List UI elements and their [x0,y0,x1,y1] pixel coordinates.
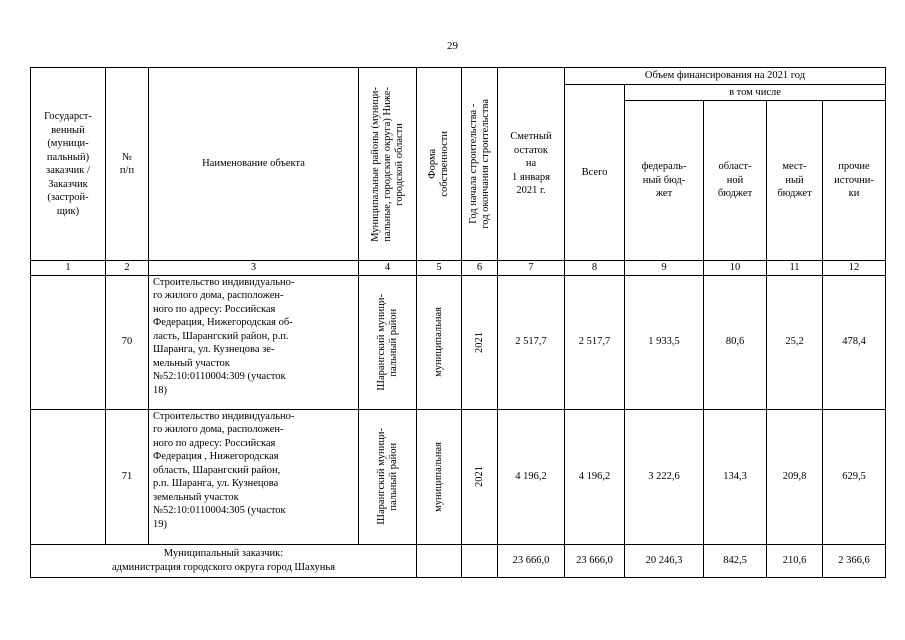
financing-table [30,67,886,578]
row-year: 2021 [473,331,485,353]
header-years: Год начала строительства - год окончания строительства [467,99,491,229]
row-district: Шарангский муници- пальный район [375,293,399,391]
page-number: 29 [447,40,458,52]
row-federal: 3 222,6 [625,409,704,544]
header-ownership-cell [417,68,462,261]
row-customer [31,275,106,409]
row-number: 70 [106,275,149,409]
total-local: 210,6 [767,544,823,577]
column-number: 7 [498,261,565,276]
header-federal: федераль- ный бюд- жет [625,101,704,261]
row-district: Шарангский муници- пальный район [375,428,399,525]
column-number: 5 [417,261,462,276]
total-estimated-balance: 23 666,0 [498,544,565,577]
row-district-cell [359,275,417,409]
row-ownership: муниципальная [433,441,444,512]
column-number: 2 [106,261,149,276]
column-number: 9 [625,261,704,276]
row-other: 478,4 [823,275,886,409]
row-year-cell [462,409,498,544]
column-number: 12 [823,261,886,276]
total-regional: 842,5 [704,544,767,577]
table-row [31,409,886,544]
header-other: прочие источни- ки [823,101,886,261]
row-regional: 80,6 [704,275,767,409]
table-row [31,275,886,409]
header-municipal-districts: Муниципальные районы (муници- пальные, городские округа) Ниже- городской области [369,86,405,242]
header-customer: Государст- венный (муници- пальный) заказчик / Заказчик (застрой- щик) [31,68,106,261]
header-regional: област- ной бюджет [704,101,767,261]
header-ownership: Форма собственности [427,131,450,197]
column-number-row [31,261,886,276]
header-districts-cell [359,68,417,261]
column-number: 6 [462,261,498,276]
total-federal: 20 246,3 [625,544,704,577]
row-total: 4 196,2 [565,409,625,544]
header-including: в том числе [625,85,886,101]
row-object-name: Строительство индивидуально- го жилого дома, расположен- ного по адресу: Российская Федерация , Нижегородская область, Шарангский район, р.п. Шаранга, ул. Кузнецова земельный участок №52:10:0110004:305 (участок 19) [149,409,359,544]
total-total: 23 666,0 [565,544,625,577]
row-object-name: Строительство индивидуально- го жилого дома, расположен- ного по адресу: Российская Федерация, Нижегородская об- ласть, Шарангский район, р.п. Шаранга, ул. Кузнецова зе- мельный участок №52:10:0110004:309 (участок 18) [149,275,359,409]
header-object-name: Наименование объекта [149,68,359,261]
header-estimated-balance: Сметный остаток на 1 января 2021 г. [498,68,565,261]
row-ownership-cell [417,409,462,544]
total-row-empty [462,544,498,577]
header-years-cell [462,68,498,261]
row-regional: 134,3 [704,409,767,544]
header-total: Всего [565,85,625,261]
column-number: 1 [31,261,106,276]
total-row [31,544,886,577]
header-local: мест- ный бюджет [767,101,823,261]
header-financing-title: Объем финансирования на 2021 год [565,68,886,85]
column-number: 4 [359,261,417,276]
row-number: 71 [106,409,149,544]
row-estimated-balance: 4 196,2 [498,409,565,544]
row-other: 629,5 [823,409,886,544]
row-local: 25,2 [767,275,823,409]
row-customer [31,409,106,544]
row-ownership-cell [417,275,462,409]
row-year-cell [462,275,498,409]
column-number: 3 [149,261,359,276]
header-number: № п/п [106,68,149,261]
row-year: 2021 [473,466,485,487]
row-estimated-balance: 2 517,7 [498,275,565,409]
row-district-cell [359,409,417,544]
total-other: 2 366,6 [823,544,886,577]
total-row-label: Муниципальный заказчик: администрация городского округа город Шахунья [31,544,417,577]
row-total: 2 517,7 [565,275,625,409]
row-federal: 1 933,5 [625,275,704,409]
row-ownership: муниципальная [433,307,444,377]
column-number: 11 [767,261,823,276]
column-number: 10 [704,261,767,276]
total-row-empty [417,544,462,577]
column-number: 8 [565,261,625,276]
row-local: 209,8 [767,409,823,544]
